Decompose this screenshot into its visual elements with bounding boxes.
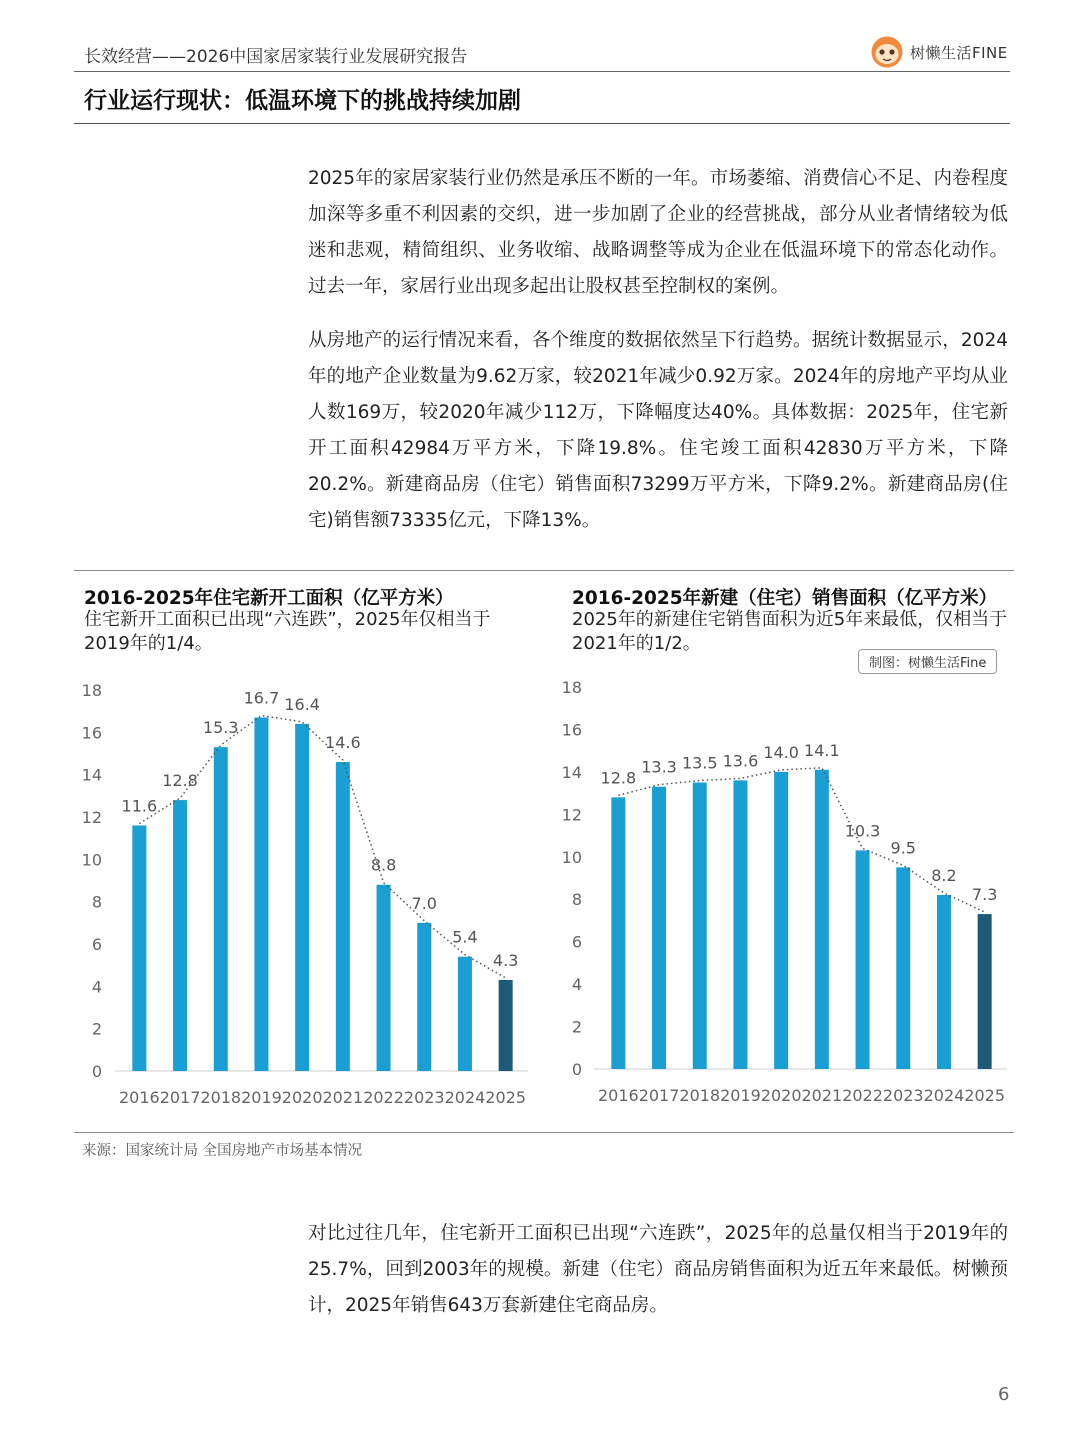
chart2-bar-2023 (896, 867, 910, 1069)
chart1-title: 2016-2025年住宅新开工面积（亿平方米） (84, 588, 454, 609)
chart2-bar-2017 (652, 787, 666, 1069)
chart1-value-label: 4.3 (492, 950, 519, 970)
chart1-y-tick: 14 (81, 765, 102, 785)
chart1-category-label: 2023 (403, 1088, 445, 1107)
chart1-y-tick: 2 (91, 1019, 102, 1039)
chart2-y-tick: 4 (571, 975, 582, 995)
chart1-y-tick: 16 (81, 723, 102, 743)
chart2-subtitle: 2025年的新建住宅销售面积为近5年来最低，仅相当于2021年的1/2。 (572, 609, 1008, 654)
chart2-category-label: 2021 (801, 1086, 843, 1105)
chart1-category-label: 2022 (363, 1088, 404, 1107)
chart2-category-label: 2023 (882, 1086, 924, 1105)
chart2-value-label: 9.5 (890, 838, 916, 858)
section-title: 行业运行现状：低温环境下的挑战持续加剧 (84, 88, 521, 114)
chart1-category-label: 2024 (444, 1088, 486, 1107)
chart1-category-label: 2018 (200, 1088, 242, 1107)
chart2-y-tick: 18 (561, 678, 582, 697)
chart2-value-label: 14.1 (804, 740, 840, 760)
chart1-value-label: 12.8 (162, 771, 198, 791)
chart2-bar-2022 (856, 850, 870, 1069)
paragraph-summary: 对比过往几年，住宅新开工面积已出现“六连跌”，2025年的总量仅相当于2019年的25.7%，回到2003年的规模。新建（住宅）商品房销售面积为近五年来最低。树懒预计，2025年销售643万套新建住宅商品房。 (308, 1223, 1008, 1316)
chart2-y-tick: 6 (571, 932, 582, 952)
chart1-value-label: 15.3 (202, 718, 239, 738)
chart1-y-tick: 12 (81, 808, 102, 827)
chart2-title: 2016-2025年新建（住宅）销售面积（亿平方米） (572, 588, 998, 609)
chart1-value-label: 11.6 (121, 796, 158, 816)
chart2-y-tick: 14 (561, 762, 582, 782)
chart1-category-label: 2016 (118, 1088, 160, 1107)
chart2-bar-2016 (611, 797, 625, 1069)
chart2-bar-2019 (733, 780, 747, 1069)
chart-credit-badge: 制图：树懒生活Fine (858, 649, 997, 674)
paragraph-real-estate-data: 从房地产的运行情况来看，各个维度的数据依然呈下行趋势。据统计数据显示，2024年的地产企业数量为9.62万家，较2021年减少0.92万家。2024年的房地产平均从业人数169万，较2020年减少112万，下降幅度达40%。具体数据：2025年，住宅新开工面积42984万平方米，下降19.8%。住宅竣工面积42830万平方米，下降20.2%。新建商品房（住宅）销售面积73299万平方米，下降9.2%。新建商品房(住宅)销售额73335亿元，下降13%。 (308, 330, 1008, 531)
chart1-category-label: 2020 (281, 1088, 323, 1107)
chart2-y-tick: 8 (571, 890, 582, 910)
chart1-y-tick: 18 (81, 681, 102, 700)
chart2-category-label: 2022 (842, 1086, 883, 1105)
chart1-value-label: 16.4 (284, 694, 320, 714)
chart2-category-label: 2016 (597, 1086, 639, 1105)
chart2-y-tick: 10 (561, 847, 582, 867)
page-number: 6 (998, 1384, 1010, 1405)
chart2-category-label: 2019 (720, 1086, 761, 1105)
chart2-bar-2021 (815, 770, 829, 1069)
chart2-bar-2024 (937, 895, 951, 1069)
chart2-value-label: 14.0 (763, 742, 799, 762)
chart1-category-label: 2017 (159, 1088, 201, 1107)
chart2-category-label: 2024 (923, 1086, 965, 1105)
chart1-y-tick: 4 (91, 977, 102, 997)
chart2-bar-2025 (978, 914, 992, 1069)
chart1-subtitle: 住宅新开工面积已出现“六连跌”，2025年仅相当于2019年的1/4。 (84, 609, 491, 654)
chart2-value-label: 13.3 (641, 757, 677, 777)
brand-name: 树懒生活FINE (910, 43, 1008, 62)
report-header-title: 长效经营——2026中国家居家装行业发展研究报告 (84, 47, 468, 67)
charts-bottom-divider (74, 1132, 1014, 1133)
chart2-value-label: 13.6 (722, 751, 759, 771)
chart1-value-label: 7.0 (411, 893, 437, 913)
chart1-value-label: 8.8 (370, 855, 397, 875)
chart2-y-tick: 16 (561, 720, 582, 740)
chart2-bar-2020 (774, 772, 788, 1069)
chart2-category-label: 2017 (638, 1086, 680, 1105)
chart2-category-label: 2018 (679, 1086, 721, 1105)
chart1-y-tick: 6 (91, 935, 102, 954)
chart2-bar-2018 (693, 783, 707, 1070)
chart1-category-label: 2019 (241, 1088, 282, 1107)
chart2-trend-line (618, 768, 984, 912)
chart2-y-tick: 0 (571, 1060, 582, 1079)
chart2-value-label: 7.3 (971, 885, 998, 905)
chart1-y-tick: 10 (81, 850, 102, 870)
chart2-y-tick: 2 (571, 1017, 582, 1037)
chart1-y-tick: 0 (91, 1062, 102, 1081)
chart1-value-label: 5.4 (452, 927, 478, 947)
chart2-category-label: 2025 (964, 1086, 1006, 1105)
chart1-value-label: 16.7 (243, 688, 280, 708)
chart2-value-label: 12.8 (600, 768, 637, 788)
chart2-value-label: 10.3 (844, 821, 881, 841)
chart2-value-label: 13.5 (681, 753, 718, 773)
data-source-note: 来源：国家统计局 全国房地产市场基本情况 (82, 1143, 363, 1159)
chart2-value-label: 8.2 (931, 865, 957, 885)
chart2-category-label: 2020 (760, 1086, 802, 1105)
chart1-value-label: 14.6 (325, 732, 361, 752)
chart1-y-tick: 8 (91, 892, 102, 912)
chart1-category-label: 2021 (322, 1088, 364, 1107)
chart1-category-label: 2025 (485, 1088, 527, 1107)
chart2-y-tick: 12 (561, 805, 582, 825)
paragraph-industry-overview: 2025年的家居家装行业仍然是承压不断的一年。市场萎缩、消费信心不足、内卷程度加深等多重不利因素的交织，进一步加剧了企业的经营挑战，部分从业者情绪较为低迷和悲观，精简组织、业务收缩、战略调整等成为企业在低温环境下的常态化动作。过去一年，家居行业出现多起出让股权甚至控制权的案例。 (308, 168, 1008, 297)
